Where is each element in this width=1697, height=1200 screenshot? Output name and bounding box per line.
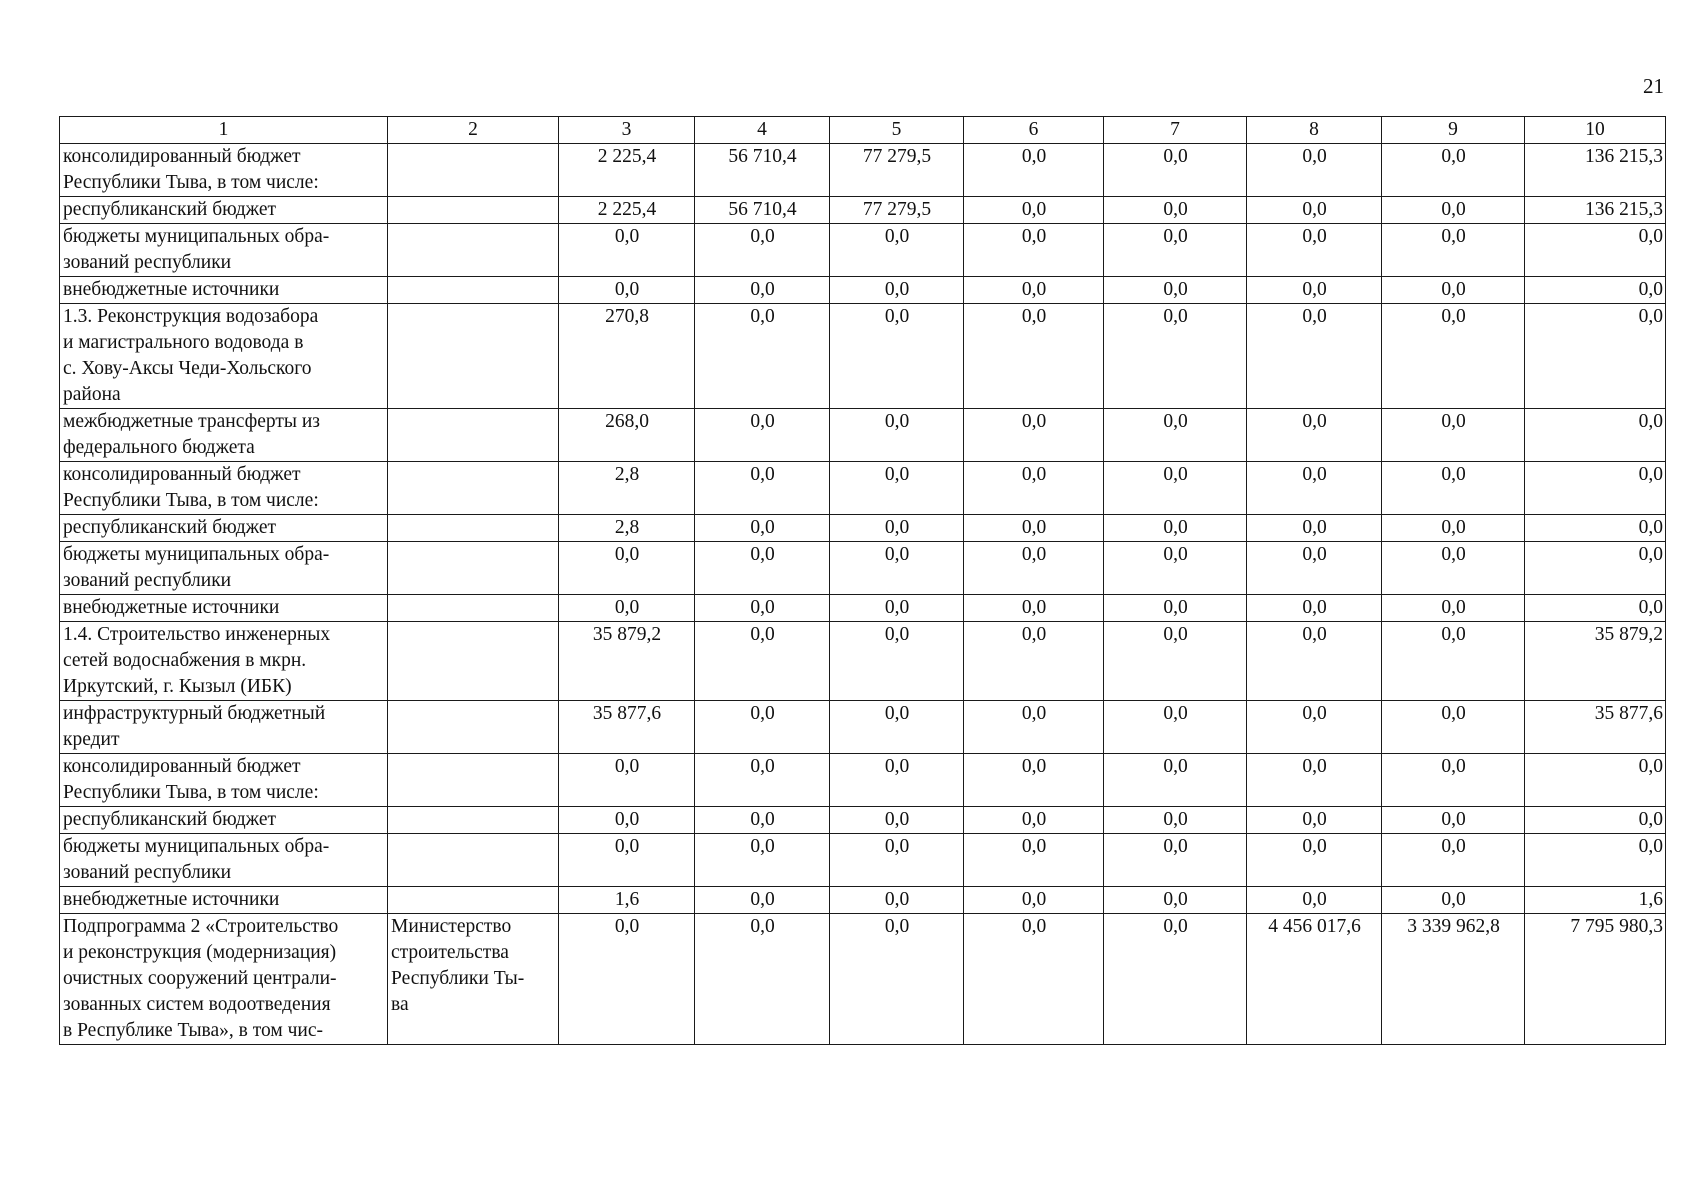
value-cell: 0,0 <box>830 224 964 277</box>
row-label-line: внебюджетные источники <box>63 279 280 300</box>
value-cell: 0,0 <box>695 807 830 834</box>
row-label-cell <box>60 595 388 622</box>
value-cell: 0,0 <box>1104 595 1247 622</box>
total-value-cell: 35 877,6 <box>1525 701 1666 754</box>
value-cell: 0,0 <box>559 914 695 1045</box>
executor-cell <box>388 515 559 542</box>
table-row <box>60 914 1666 1045</box>
table-row <box>60 754 1666 807</box>
value-cell: 0,0 <box>964 197 1104 224</box>
value-cell: 2 225,4 <box>559 197 695 224</box>
header-cell: 2 <box>388 117 559 144</box>
row-label-line: федерального бюджета <box>63 437 255 458</box>
executor-cell <box>388 595 559 622</box>
table-row <box>60 409 1666 462</box>
value-cell: 0,0 <box>695 515 830 542</box>
value-cell: 0,0 <box>964 515 1104 542</box>
value-cell: 0,0 <box>1247 754 1382 807</box>
value-cell: 0,0 <box>559 754 695 807</box>
table-row <box>60 277 1666 304</box>
table-row <box>60 304 1666 409</box>
value-cell: 270,8 <box>559 304 695 409</box>
row-label-line: республиканский бюджет <box>63 517 277 538</box>
row-label-cell <box>60 887 388 914</box>
value-cell: 0,0 <box>1104 409 1247 462</box>
row-label-line: района <box>63 384 121 405</box>
value-cell: 0,0 <box>964 542 1104 595</box>
value-cell: 0,0 <box>695 277 830 304</box>
value-cell: 0,0 <box>1104 834 1247 887</box>
value-cell: 0,0 <box>695 754 830 807</box>
value-cell: 0,0 <box>1247 834 1382 887</box>
executor-cell <box>388 144 559 197</box>
header-cell: 4 <box>695 117 830 144</box>
value-cell: 0,0 <box>830 462 964 515</box>
row-label-line: консолидированный бюджет <box>63 146 301 167</box>
value-cell: 0,0 <box>964 595 1104 622</box>
total-value-cell: 0,0 <box>1525 807 1666 834</box>
value-cell: 0,0 <box>1104 277 1247 304</box>
value-cell: 0,0 <box>1104 462 1247 515</box>
value-cell: 0,0 <box>695 914 830 1045</box>
header-cell: 8 <box>1247 117 1382 144</box>
row-label-cell <box>60 304 388 409</box>
value-cell: 0,0 <box>964 701 1104 754</box>
value-cell: 0,0 <box>1382 887 1525 914</box>
value-cell: 0,0 <box>830 515 964 542</box>
total-value-cell: 1,6 <box>1525 887 1666 914</box>
row-label-line: консолидированный бюджет <box>63 464 301 485</box>
header-cell: 3 <box>559 117 695 144</box>
value-cell: 0,0 <box>964 754 1104 807</box>
header-cell: 10 <box>1525 117 1666 144</box>
value-cell: 35 877,6 <box>559 701 695 754</box>
table-row <box>60 887 1666 914</box>
executor-cell <box>388 914 559 1045</box>
value-cell: 268,0 <box>559 409 695 462</box>
value-cell: 0,0 <box>1382 834 1525 887</box>
row-label-line: республиканский бюджет <box>63 809 277 830</box>
row-label-cell <box>60 277 388 304</box>
value-cell: 56 710,4 <box>695 197 830 224</box>
value-cell: 0,0 <box>964 409 1104 462</box>
value-cell: 0,0 <box>1104 701 1247 754</box>
header-cell: 1 <box>60 117 388 144</box>
value-cell: 35 879,2 <box>559 622 695 701</box>
table-row <box>60 462 1666 515</box>
executor-cell <box>388 277 559 304</box>
row-label-line: кредит <box>63 729 120 750</box>
row-label-cell <box>60 542 388 595</box>
value-cell: 0,0 <box>964 304 1104 409</box>
value-cell: 0,0 <box>1382 622 1525 701</box>
value-cell: 0,0 <box>1104 542 1247 595</box>
executor-cell <box>388 754 559 807</box>
value-cell: 0,0 <box>830 834 964 887</box>
value-cell: 0,0 <box>1247 887 1382 914</box>
table-row <box>60 807 1666 834</box>
value-cell: 56 710,4 <box>695 144 830 197</box>
executor-line: Республики Ты- <box>391 968 525 989</box>
row-label-cell <box>60 834 388 887</box>
row-label-line: очистных сооружений централи- <box>63 968 337 989</box>
total-value-cell: 7 795 980,3 <box>1525 914 1666 1045</box>
row-label-line: межбюджетные трансферты из <box>63 411 321 432</box>
total-value-cell: 0,0 <box>1525 409 1666 462</box>
row-label-line: Республики Тыва, в том числе: <box>63 490 319 511</box>
row-label-line: Республики Тыва, в том числе: <box>63 172 319 193</box>
table-row <box>60 542 1666 595</box>
row-label-line: 1.3. Реконструкция водозабора <box>63 306 319 327</box>
row-label-line: сетей водоснабжения в мкрн. <box>63 650 307 671</box>
executor-cell <box>388 409 559 462</box>
value-cell: 0,0 <box>1247 542 1382 595</box>
value-cell: 0,0 <box>1104 807 1247 834</box>
total-value-cell: 35 879,2 <box>1525 622 1666 701</box>
value-cell: 0,0 <box>964 622 1104 701</box>
row-label-cell <box>60 914 388 1045</box>
row-label-cell <box>60 197 388 224</box>
value-cell: 3 339 962,8 <box>1382 914 1525 1045</box>
value-cell: 0,0 <box>830 807 964 834</box>
value-cell: 0,0 <box>1247 515 1382 542</box>
value-cell: 77 279,5 <box>830 197 964 224</box>
value-cell: 0,0 <box>964 224 1104 277</box>
value-cell: 0,0 <box>1247 701 1382 754</box>
table-body <box>60 117 1666 1045</box>
value-cell: 0,0 <box>830 622 964 701</box>
executor-line: строительства <box>391 942 509 963</box>
row-label-line: Подпрограмма 2 «Строительство <box>63 916 339 937</box>
value-cell: 0,0 <box>1382 754 1525 807</box>
value-cell: 0,0 <box>830 754 964 807</box>
value-cell: 0,0 <box>1247 409 1382 462</box>
table-row <box>60 622 1666 701</box>
value-cell: 2,8 <box>559 462 695 515</box>
financing-table <box>59 116 1666 1045</box>
total-value-cell: 0,0 <box>1525 542 1666 595</box>
value-cell: 0,0 <box>964 834 1104 887</box>
value-cell: 0,0 <box>1382 277 1525 304</box>
value-cell: 0,0 <box>1382 197 1525 224</box>
value-cell: 0,0 <box>559 277 695 304</box>
value-cell: 0,0 <box>1382 595 1525 622</box>
table-row <box>60 834 1666 887</box>
row-label-line: республиканский бюджет <box>63 199 277 220</box>
value-cell: 0,0 <box>695 409 830 462</box>
value-cell: 0,0 <box>1382 515 1525 542</box>
value-cell: 0,0 <box>964 144 1104 197</box>
row-label-cell <box>60 754 388 807</box>
value-cell: 0,0 <box>1104 515 1247 542</box>
row-label-cell <box>60 701 388 754</box>
table-row <box>60 595 1666 622</box>
row-label-cell <box>60 807 388 834</box>
value-cell: 0,0 <box>1104 622 1247 701</box>
value-cell: 0,0 <box>1247 595 1382 622</box>
table-row <box>60 515 1666 542</box>
header-cell: 5 <box>830 117 964 144</box>
value-cell: 0,0 <box>695 462 830 515</box>
executor-line: ва <box>391 994 409 1015</box>
executor-cell <box>388 622 559 701</box>
table-row <box>60 701 1666 754</box>
value-cell: 0,0 <box>695 595 830 622</box>
page-number: 21 <box>1643 74 1664 98</box>
executor-cell <box>388 197 559 224</box>
row-label-line: зований республики <box>63 862 232 883</box>
executor-cell <box>388 701 559 754</box>
total-value-cell: 0,0 <box>1525 304 1666 409</box>
total-value-cell: 0,0 <box>1525 754 1666 807</box>
value-cell: 0,0 <box>830 887 964 914</box>
value-cell: 0,0 <box>1247 277 1382 304</box>
total-value-cell: 136 215,3 <box>1525 144 1666 197</box>
value-cell: 0,0 <box>1104 914 1247 1045</box>
value-cell: 0,0 <box>1104 144 1247 197</box>
value-cell: 0,0 <box>1247 807 1382 834</box>
row-label-line: бюджеты муниципальных обра- <box>63 226 330 247</box>
value-cell: 0,0 <box>1247 224 1382 277</box>
value-cell: 0,0 <box>1104 887 1247 914</box>
value-cell: 0,0 <box>830 595 964 622</box>
value-cell: 0,0 <box>1247 622 1382 701</box>
row-label-line: инфраструктурный бюджетный <box>63 703 326 724</box>
value-cell: 0,0 <box>695 224 830 277</box>
value-cell: 0,0 <box>1382 224 1525 277</box>
value-cell: 0,0 <box>1382 304 1525 409</box>
row-label-cell <box>60 515 388 542</box>
value-cell: 0,0 <box>830 701 964 754</box>
row-label-line: внебюджетные источники <box>63 889 280 910</box>
header-cell: 6 <box>964 117 1104 144</box>
value-cell: 0,0 <box>964 807 1104 834</box>
row-label-line: консолидированный бюджет <box>63 756 301 777</box>
row-label-line: Иркутский, г. Кызыл (ИБК) <box>63 676 292 697</box>
table-row <box>60 224 1666 277</box>
value-cell: 0,0 <box>964 914 1104 1045</box>
value-cell: 0,0 <box>830 542 964 595</box>
value-cell: 0,0 <box>1382 701 1525 754</box>
value-cell: 0,0 <box>1382 542 1525 595</box>
value-cell: 0,0 <box>964 277 1104 304</box>
value-cell: 0,0 <box>695 834 830 887</box>
value-cell: 0,0 <box>1247 304 1382 409</box>
row-label-line: зований республики <box>63 252 232 273</box>
row-label-line: в Республике Тыва», в том чис- <box>63 1020 323 1041</box>
value-cell: 1,6 <box>559 887 695 914</box>
value-cell: 0,0 <box>695 304 830 409</box>
total-value-cell: 0,0 <box>1525 595 1666 622</box>
value-cell: 0,0 <box>830 409 964 462</box>
value-cell: 0,0 <box>964 887 1104 914</box>
value-cell: 77 279,5 <box>830 144 964 197</box>
value-cell: 0,0 <box>559 807 695 834</box>
value-cell: 0,0 <box>830 304 964 409</box>
executor-cell <box>388 462 559 515</box>
row-label-line: зованных систем водоотведения <box>63 994 331 1015</box>
value-cell: 0,0 <box>1247 144 1382 197</box>
value-cell: 0,0 <box>695 622 830 701</box>
value-cell: 0,0 <box>1104 197 1247 224</box>
row-label-cell <box>60 224 388 277</box>
value-cell: 0,0 <box>964 462 1104 515</box>
row-label-line: внебюджетные источники <box>63 597 280 618</box>
total-value-cell: 0,0 <box>1525 224 1666 277</box>
total-value-cell: 0,0 <box>1525 834 1666 887</box>
value-cell: 0,0 <box>1382 462 1525 515</box>
row-label-line: зований республики <box>63 570 232 591</box>
executor-cell <box>388 304 559 409</box>
row-label-line: с. Хову-Аксы Чеди-Хольского <box>63 358 312 379</box>
value-cell: 2 225,4 <box>559 144 695 197</box>
value-cell: 0,0 <box>559 595 695 622</box>
value-cell: 0,0 <box>830 914 964 1045</box>
row-label-line: бюджеты муниципальных обра- <box>63 836 330 857</box>
row-label-cell <box>60 144 388 197</box>
header-row <box>60 117 1666 144</box>
header-cell: 7 <box>1104 117 1247 144</box>
executor-cell <box>388 887 559 914</box>
value-cell: 0,0 <box>695 701 830 754</box>
value-cell: 0,0 <box>695 542 830 595</box>
total-value-cell: 0,0 <box>1525 515 1666 542</box>
value-cell: 0,0 <box>559 542 695 595</box>
value-cell: 4 456 017,6 <box>1247 914 1382 1045</box>
row-label-cell <box>60 462 388 515</box>
value-cell: 0,0 <box>1104 224 1247 277</box>
row-label-cell <box>60 409 388 462</box>
value-cell: 0,0 <box>1382 144 1525 197</box>
executor-line: Министерство <box>391 916 512 937</box>
total-value-cell: 136 215,3 <box>1525 197 1666 224</box>
value-cell: 0,0 <box>559 834 695 887</box>
executor-cell <box>388 834 559 887</box>
row-label-line: и реконструкция (модернизация) <box>63 942 337 963</box>
value-cell: 0,0 <box>1104 304 1247 409</box>
table-row <box>60 144 1666 197</box>
total-value-cell: 0,0 <box>1525 277 1666 304</box>
value-cell: 0,0 <box>1104 754 1247 807</box>
total-value-cell: 0,0 <box>1525 462 1666 515</box>
row-label-line: 1.4. Строительство инженерных <box>63 624 331 645</box>
table-row <box>60 197 1666 224</box>
value-cell: 0,0 <box>1382 409 1525 462</box>
value-cell: 0,0 <box>559 224 695 277</box>
value-cell: 0,0 <box>695 887 830 914</box>
executor-cell <box>388 542 559 595</box>
value-cell: 0,0 <box>830 277 964 304</box>
value-cell: 0,0 <box>1382 807 1525 834</box>
executor-cell <box>388 224 559 277</box>
row-label-line: Республики Тыва, в том числе: <box>63 782 319 803</box>
row-label-line: и магистрального водовода в <box>63 332 304 353</box>
executor-cell <box>388 807 559 834</box>
row-label-cell <box>60 622 388 701</box>
value-cell: 0,0 <box>1247 197 1382 224</box>
header-cell: 9 <box>1382 117 1525 144</box>
value-cell: 2,8 <box>559 515 695 542</box>
row-label-line: бюджеты муниципальных обра- <box>63 544 330 565</box>
value-cell: 0,0 <box>1247 462 1382 515</box>
